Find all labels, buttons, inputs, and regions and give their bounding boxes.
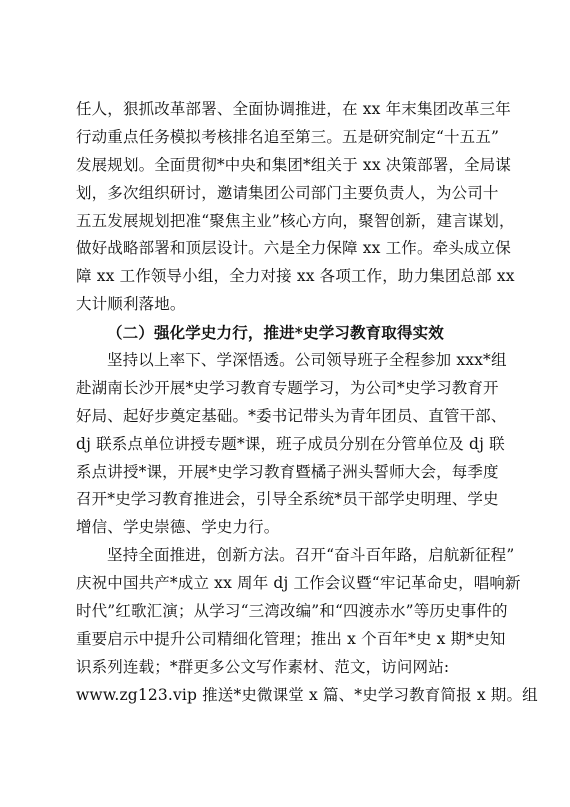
- text-line: 任人，狠抓改革部署、全面协调推进，在 xx 年末集团改革三年: [76, 100, 511, 118]
- text-line: 五五发展规划把准“聚焦主业”核心方向，聚智创新，建言谋划，: [76, 211, 515, 230]
- text-line: 好局、起好步奠定基础。*委书记带头为青年团员、直管干部、: [76, 406, 507, 425]
- text-line: 坚持全面推进，创新方法。召开“奋斗百年路，启航新征程”: [107, 546, 515, 565]
- text-line: 时代”红歌汇演；从学习“三湾改编”和“四渡赤水”等历史事件的: [76, 602, 508, 621]
- text-line: 划，多次组织研讨，邀请集团公司部门主要负责人，为公司十: [76, 183, 499, 202]
- text-line: 庆祝中国共产*成立 xx 周年 dj 工作会议暨“牢记革命史，唱响新: [76, 574, 521, 593]
- text-line: 做好战略部署和顶层设计。六是全力保障 xx 工作。牵头成立保: [76, 239, 511, 258]
- text-line: 行动重点任务模拟考核排名追至第三。五是研究制定“十五五”: [76, 127, 500, 146]
- text-line: 召开*史学习教育推进会，引导全系统*员干部学史明理、学史: [76, 490, 499, 509]
- text-line: 增信、学史崇德、学史力行。: [76, 518, 280, 537]
- text-line: 赴湖南长沙开展*史学习教育专题学习，为公司*史学习教育开: [76, 378, 499, 397]
- text-line: 大计顺利落地。: [76, 295, 186, 314]
- text-line: 系点讲授*课，开展*史学习教育暨橘子洲头誓师大会，每季度: [76, 462, 499, 481]
- text-line: 发展规划。全面贯彻*中央和集团*组关于 xx 决策部署，全局谋: [76, 155, 511, 174]
- document-body: [76, 96, 538, 710]
- text-line: 识系列连载；*群更多公文写作素材、范文，访问网站:: [76, 657, 450, 676]
- text-line: www.zg123.vip 推送*史微课堂 x 篇、*史学习教育简报 x 期。组: [76, 685, 538, 704]
- text-line: 重要启示中提升公司精细化管理；推出 x 个百年*史 x 期*史知: [76, 629, 506, 648]
- section-heading: （二）强化学史力行，推进*史学习教育取得实效: [107, 323, 444, 343]
- text-line: 障 xx 工作领导小组，全力对接 xx 各项工作，助力集团总部 xx: [76, 267, 515, 286]
- text-line: dj 联系点单位讲授专题*课，班子成员分别在分管单位及 dj 联: [76, 434, 505, 453]
- text-line: 坚持以上率下、学深悟透。公司领导班子全程参加 xxx*组: [107, 351, 507, 370]
